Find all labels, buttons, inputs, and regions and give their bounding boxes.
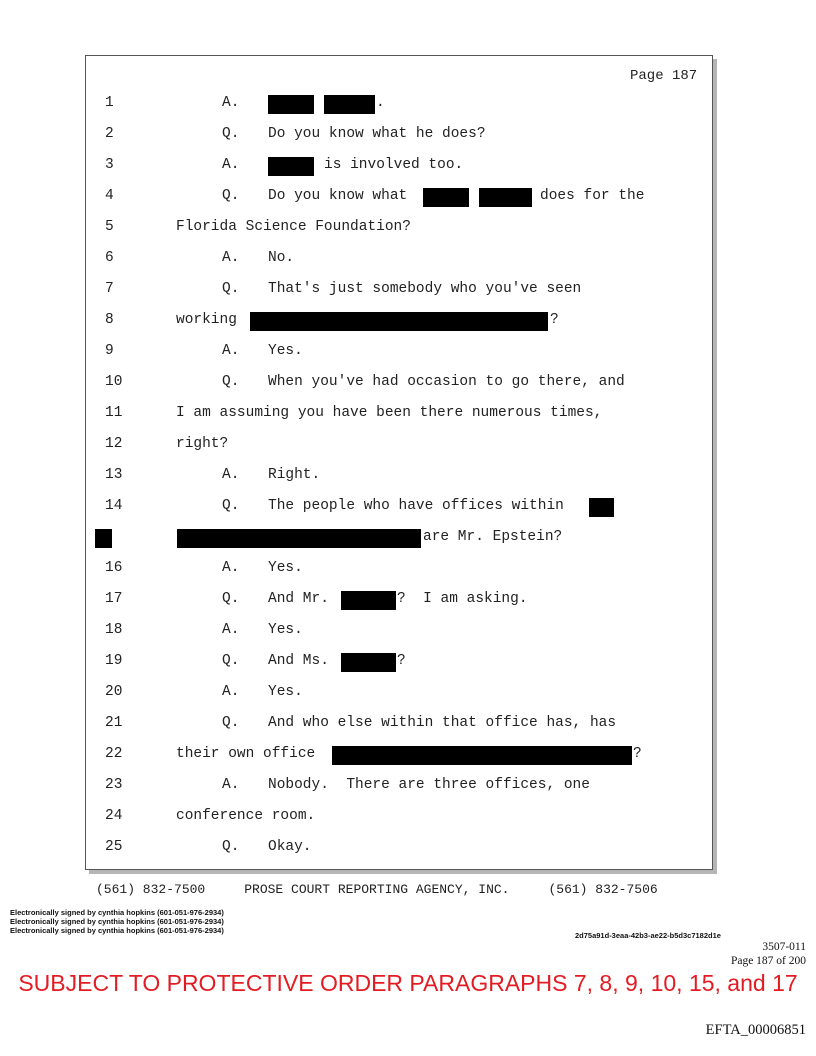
transcript-line-8 (0, 312, 816, 332)
speaker-tag: A. (222, 343, 240, 359)
line-text: are Mr. Epstein? (423, 529, 563, 545)
line-text: Do you know what he does? (268, 126, 486, 142)
protective-order-notice: SUBJECT TO PROTECTIVE ORDER PARAGRAPHS 7, 8, 9, 10, 15, and 17 (18, 970, 798, 996)
line-text-continued: ? I am asking. (397, 591, 528, 607)
line-number: 21 (105, 715, 123, 731)
signature-block (10, 908, 224, 935)
line-number: 6 (105, 250, 114, 266)
transcript-line-10 (0, 374, 816, 394)
speaker-tag: Q. (222, 188, 240, 204)
line-text: is involved too. (324, 157, 464, 173)
line-number: 24 (105, 808, 123, 824)
line-number: 18 (105, 622, 123, 638)
speaker-tag: A. (222, 95, 240, 111)
speaker-tag: Q. (222, 591, 240, 607)
transcript-line-6 (0, 250, 816, 270)
transcript-line-15 (0, 529, 816, 549)
bates-number: EFTA_00006851 (705, 1022, 806, 1038)
speaker-tag: Q. (222, 126, 240, 142)
redaction-block (250, 312, 548, 331)
redaction-block (177, 529, 421, 548)
transcript-line-22 (0, 746, 816, 766)
line-text: Yes. (268, 343, 303, 359)
line-text: Yes. (268, 560, 303, 576)
line-number: 20 (105, 684, 123, 700)
line-number: 23 (105, 777, 123, 793)
redaction-block (341, 653, 396, 672)
speaker-tag: A. (222, 467, 240, 483)
line-text: Nobody. There are three offices, one (268, 777, 590, 793)
redaction-block (268, 157, 314, 176)
speaker-tag: A. (222, 622, 240, 638)
line-text: Okay. (268, 839, 312, 855)
transcript-line-20 (0, 684, 816, 704)
speaker-tag: A. (222, 157, 240, 173)
line-text: Florida Science Foundation? (176, 219, 411, 235)
line-number: 13 (105, 467, 123, 483)
transcript-line-19 (0, 653, 816, 673)
redaction-block (324, 95, 375, 114)
line-text: working (176, 312, 237, 328)
line-number: 2 (105, 126, 114, 142)
line-text: And who else within that office has, has (268, 715, 617, 731)
page-of-count: Page 187 of 200 (730, 955, 806, 967)
line-text: And Ms. (268, 653, 329, 669)
line-text: Right. (268, 467, 321, 483)
line-number: 10 (105, 374, 123, 390)
line-text: Yes. (268, 684, 303, 700)
line-number: 5 (105, 219, 114, 235)
speaker-tag: Q. (222, 715, 240, 731)
line-text: That's just somebody who you've seen (268, 281, 582, 297)
signature-line: Electronically signed by cynthia hopkins (601-051-976-2934) (10, 926, 224, 935)
line-text: And Mr. (268, 591, 329, 607)
transcript-line-11 (0, 405, 816, 425)
line-text-continued: ? (633, 746, 642, 762)
transcript-line-18 (0, 622, 816, 642)
transcript-line-2 (0, 126, 816, 146)
line-text: Do you know what (268, 188, 408, 204)
court-reporter-footer: (561) 832-7500 PROSE COURT REPORTING AGENCY, INC. (561) 832-7506 (96, 882, 658, 897)
line-text: right? (176, 436, 229, 452)
signature-line: Electronically signed by cynthia hopkins (601-051-976-2934) (10, 917, 224, 926)
speaker-tag: A. (222, 684, 240, 700)
line-text: their own office (176, 746, 316, 762)
line-text: Yes. (268, 622, 303, 638)
transcript-line-17 (0, 591, 816, 611)
redaction-block (95, 529, 112, 548)
line-number: 8 (105, 312, 114, 328)
speaker-tag: Q. (222, 374, 240, 390)
redaction-block (341, 591, 396, 610)
speaker-tag: Q. (222, 653, 240, 669)
line-text: When you've had occasion to go there, and (268, 374, 625, 390)
transcript-line-5 (0, 219, 816, 239)
speaker-tag: Q. (222, 281, 240, 297)
transcript-line-13 (0, 467, 816, 487)
line-number: 9 (105, 343, 114, 359)
line-text: conference room. (176, 808, 316, 824)
line-number: 11 (105, 405, 123, 421)
signature-line: Electronically signed by cynthia hopkins (601-051-976-2934) (10, 908, 224, 917)
exhibit-number: 3507-011 (762, 941, 806, 953)
line-text: The people who have offices within (268, 498, 564, 514)
transcript-line-23 (0, 777, 816, 797)
line-number: 4 (105, 188, 114, 204)
line-number: 1 (105, 95, 114, 111)
line-number: 19 (105, 653, 123, 669)
document-hash: 2d75a91d-3eaa-42b3-ae22-b5d3c7182d1e (575, 931, 721, 940)
line-text-continued: ? (397, 653, 406, 669)
line-text: I am assuming you have been there numerous times, (176, 405, 603, 421)
transcript-line-9 (0, 343, 816, 363)
line-number: 7 (105, 281, 114, 297)
speaker-tag: Q. (222, 839, 240, 855)
transcript-line-4 (0, 188, 816, 208)
line-text: No. (268, 250, 295, 266)
redaction-block (479, 188, 532, 207)
line-number: 25 (105, 839, 123, 855)
transcript-line-12 (0, 436, 816, 456)
speaker-tag: A. (222, 560, 240, 576)
line-text-continued: does for the (540, 188, 645, 204)
speaker-tag: A. (222, 777, 240, 793)
line-text-continued: ? (550, 312, 559, 328)
transcript-line-21 (0, 715, 816, 735)
line-number: 17 (105, 591, 123, 607)
transcript-line-16 (0, 560, 816, 580)
line-number: 14 (105, 498, 123, 514)
line-number: 12 (105, 436, 123, 452)
redaction-block (268, 95, 314, 114)
speaker-tag: A. (222, 250, 240, 266)
line-number: 16 (105, 560, 123, 576)
line-number: 22 (105, 746, 123, 762)
speaker-tag: Q. (222, 498, 240, 514)
redaction-block (332, 746, 632, 765)
transcript-line-1 (0, 95, 816, 115)
transcript-line-24 (0, 808, 816, 828)
transcript-line-7 (0, 281, 816, 301)
redaction-block (589, 498, 614, 517)
redaction-block (423, 188, 469, 207)
line-number: 3 (105, 157, 114, 173)
transcript-line-25 (0, 839, 816, 859)
page-number-header: Page 187 (630, 68, 698, 84)
line-text: . (376, 95, 385, 111)
transcript-line-3 (0, 157, 816, 177)
transcript-line-14 (0, 498, 816, 518)
